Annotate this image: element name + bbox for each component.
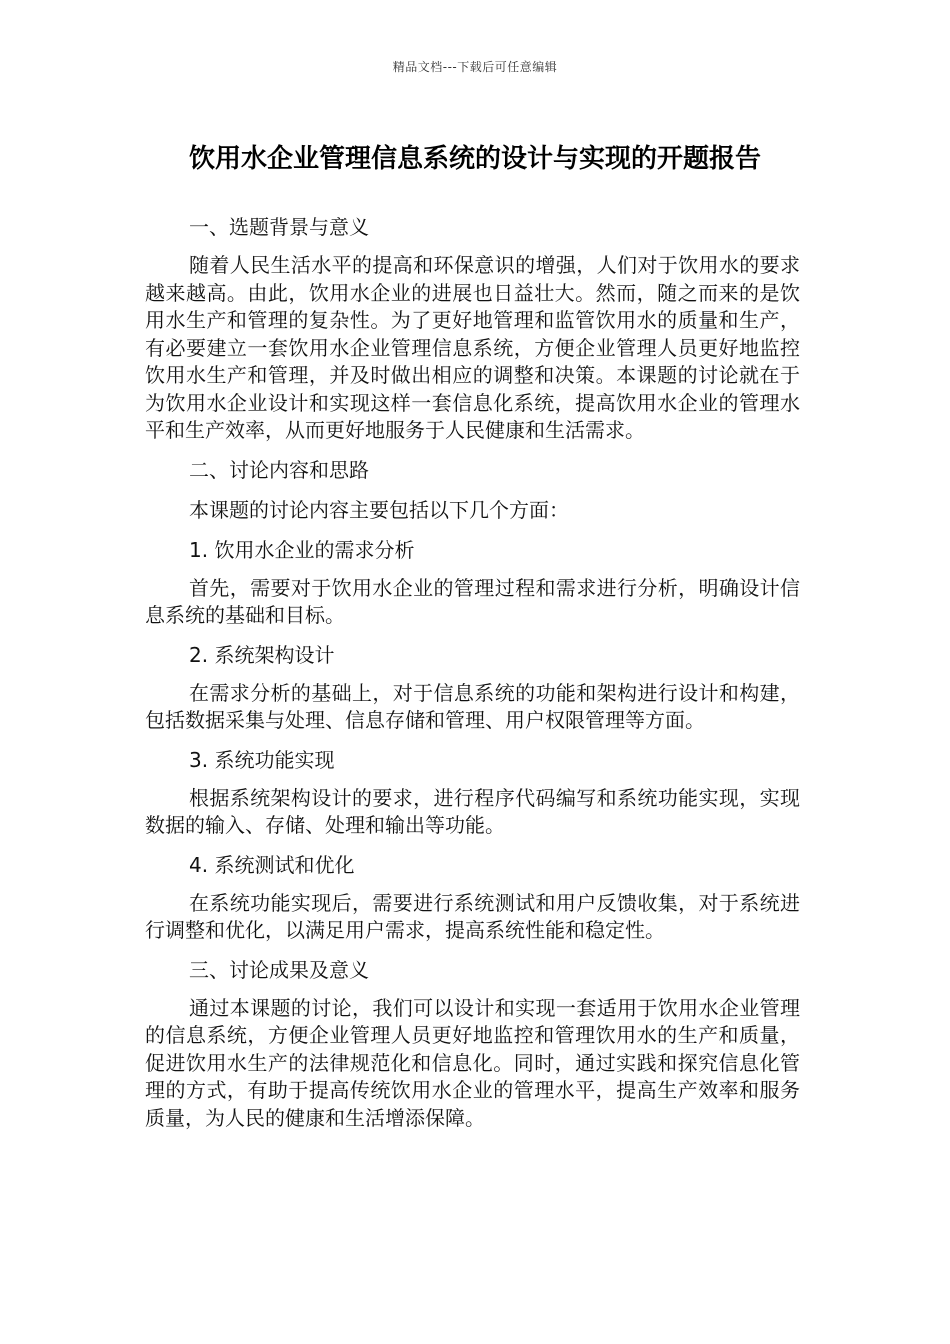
paragraph-requirements-analysis: 首先，需要对于饮用水企业的管理过程和需求进行分析，明确设计信息系统的基础和目标。 <box>145 575 800 627</box>
paragraph-architecture-design: 在需求分析的基础上，对于信息系统的功能和架构进行设计和构建，包括数据采集与处理、信息存储和管理、用户权限管理等方面。 <box>145 680 800 732</box>
paragraph-function-implementation: 根据系统架构设计的要求，进行程序代码编写和系统功能实现，实现数据的输入、存储、处理和输出等功能。 <box>145 785 800 837</box>
paragraph-results: 通过本课题的讨论，我们可以设计和实现一套适用于饮用水企业管理的信息系统，方便企业管理人员更好地监控和管理饮用水的生产和质量，促进饮用水生产的法律规范化和信息化。同时，通过实践和探究信息化管理的方式，有助于提高传统饮用水企业的管理水平，提高生产效率和服务质量，为人民的健康和生活增添保障。 <box>145 995 800 1130</box>
document-title: 饮用水企业管理信息系统的设计与实现的开题报告 <box>188 144 761 174</box>
subheading-function-implementation: 3. 系统功能实现 <box>189 747 335 772</box>
page-header-watermark: 精品文档---下载后可任意编辑 <box>392 60 558 74</box>
paragraph-research-intro: 本课题的讨论内容主要包括以下几个方面： <box>189 497 569 522</box>
document-body <box>145 212 800 1142</box>
subheading-requirements-analysis: 1. 饮用水企业的需求分析 <box>189 537 415 562</box>
section-heading-background: 一、选题背景与意义 <box>189 215 369 239</box>
subheading-architecture-design: 2. 系统架构设计 <box>189 642 335 667</box>
section-heading-research-content: 二、讨论内容和思路 <box>189 457 369 482</box>
section-heading-results: 三、讨论成果及意义 <box>189 957 369 982</box>
paragraph-background: 随着人民生活水平的提高和环保意识的增强，人们对于饮用水的要求越来越高。由此，饮用水企业的进展也日益壮大。然而，随之而来的是饮用水生产和管理的复杂性。为了更好地管理和监管饮用水的质量和生产，有必要建立一套饮用水企业管理信息系统，方便企业管理人员更好地监控饮用水生产和管理，并及时做出相应的调整和决策。本课题的讨论就在于为饮用水企业设计和实现这样一套信息化系统，提高饮用水企业的管理水平和生产效率，从而更好地服务于人民健康和生活需求。 <box>145 253 800 442</box>
subheading-testing-optimization: 4. 系统测试和优化 <box>189 852 355 877</box>
paragraph-testing-optimization: 在系统功能实现后，需要进行系统测试和用户反馈收集，对于系统进行调整和优化，以满足用户需求，提高系统性能和稳定性。 <box>145 890 800 942</box>
